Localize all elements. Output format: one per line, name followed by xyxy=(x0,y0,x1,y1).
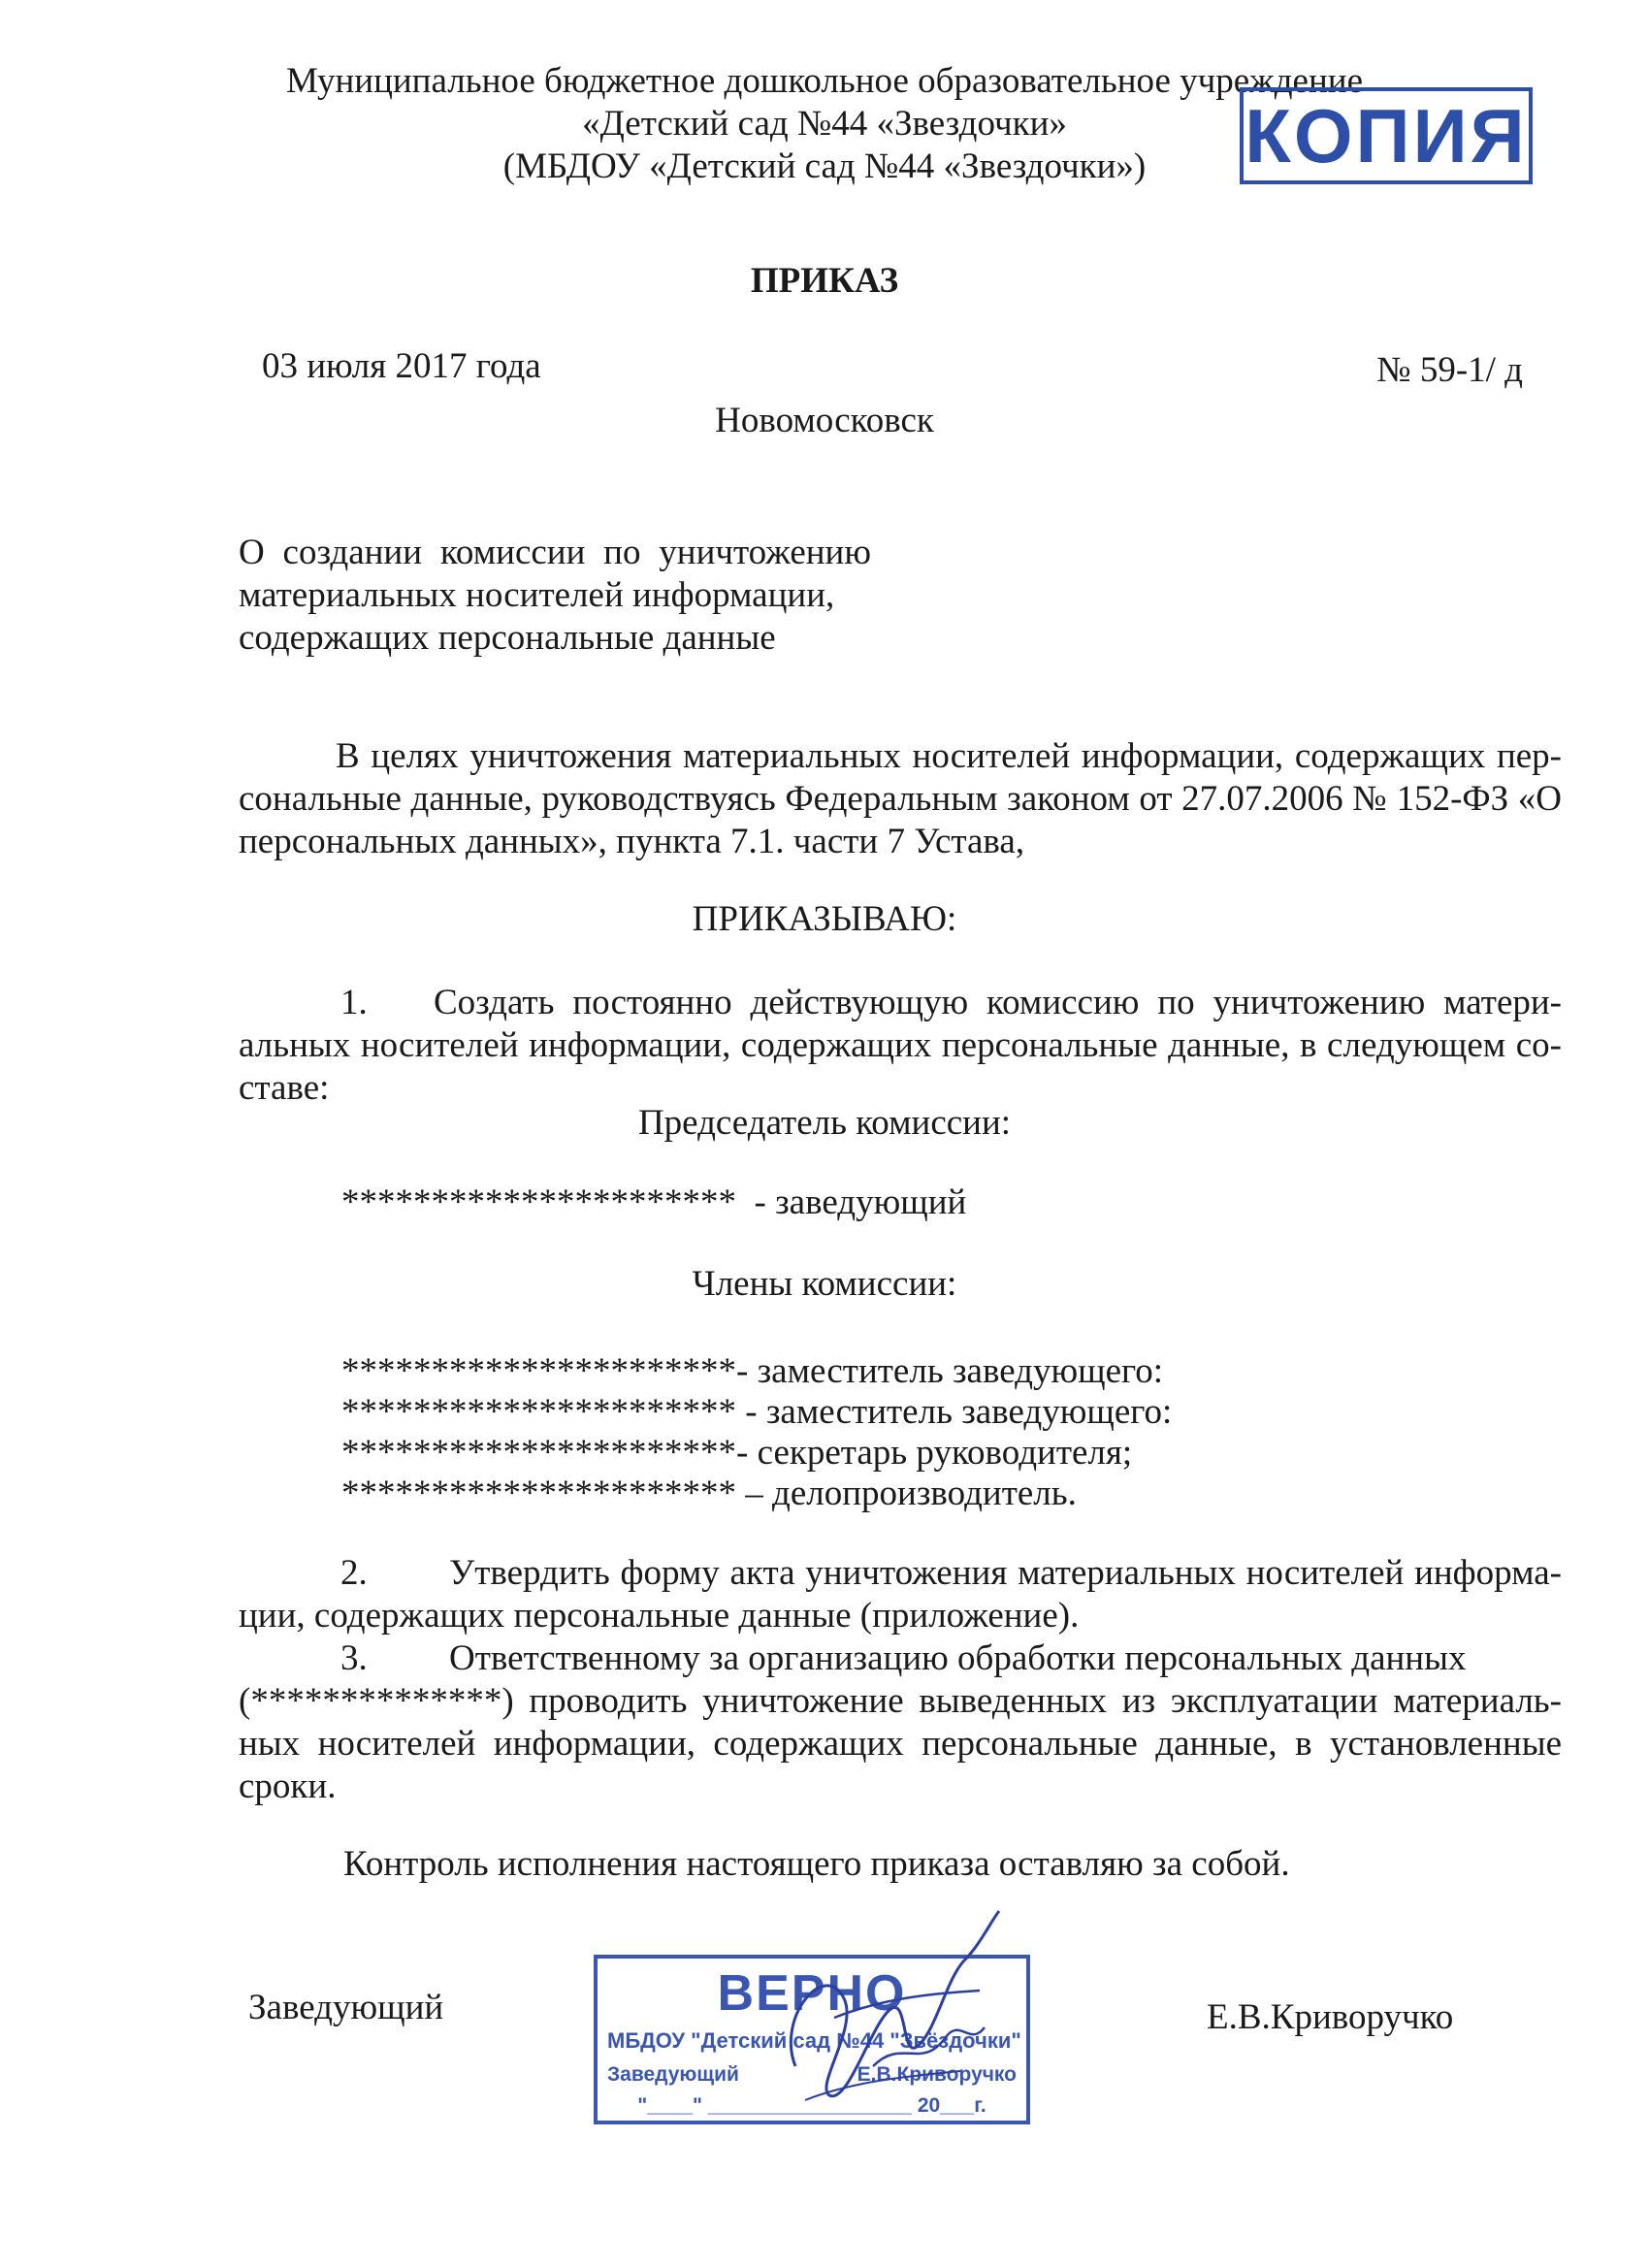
subject-line: материальных носителей информации, xyxy=(239,575,835,615)
copy-stamp: КОПИЯ xyxy=(1240,87,1533,184)
item-line: сроки. xyxy=(239,1766,337,1806)
member-role: - заместитель заведующего: xyxy=(736,1392,1173,1432)
control-statement: Контроль исполнения настоящего приказа оставляю за собой. xyxy=(343,1844,1290,1884)
document-date: 03 июля 2017 года xyxy=(262,346,541,386)
item-line: ных носителей информации, содержащих персональные данные, в установленные xyxy=(239,1724,1562,1764)
signature-position: Заведующий xyxy=(248,1988,444,2027)
member-entry xyxy=(341,1473,1077,1515)
members-heading: Члены комиссии: xyxy=(692,1264,957,1304)
chairman-heading: Председатель комиссии: xyxy=(637,1103,1012,1143)
member-name: ********************** xyxy=(341,1392,736,1432)
member-entry xyxy=(341,1350,1163,1393)
document-number: № 59-1/ д xyxy=(1376,350,1523,390)
document-city: Новомосковск xyxy=(715,401,934,440)
item-line: 2. Утвердить форму акта уничтожения материальных носителей информа- xyxy=(340,1553,1562,1593)
member-name: ********************** xyxy=(341,1351,736,1391)
member-name: ********************** xyxy=(341,1474,736,1513)
preamble-line: персональных данных», пункта 7.1. части 7 Устава, xyxy=(239,822,1025,861)
order-word: ПРИКАЗЫВАЮ: xyxy=(692,899,957,939)
member-name: ********************** xyxy=(341,1433,736,1473)
member-role: – делопроизводитель. xyxy=(736,1474,1077,1513)
member-role: - секретарь руководителя; xyxy=(736,1433,1133,1473)
item-line: 1. Создать постоянно действующую комиссию по уничтожению матери- xyxy=(340,983,1562,1022)
item-number: 1. xyxy=(340,983,368,1022)
chairman-entry xyxy=(341,1182,966,1224)
item-line: ции, содержащих персональные данные (приложение). xyxy=(239,1596,1080,1636)
subject-line: О создании комиссии по уничтожению xyxy=(239,533,871,572)
org-name-line3: (МБДОУ «Детский сад №44 «Звездочки») xyxy=(502,146,1147,186)
stamp-title: ВЕРНО xyxy=(717,1965,907,2022)
document-subject xyxy=(239,532,871,660)
order-item-3 xyxy=(239,1637,1562,1808)
order-item-2 xyxy=(239,1552,1562,1637)
member-entry xyxy=(341,1432,1132,1474)
stamp-name: Е.В.Криворучко xyxy=(857,2063,1017,2086)
order-item-1 xyxy=(239,982,1562,1110)
member-role: - заместитель заведующего: xyxy=(736,1351,1164,1391)
stamp-position: Заведующий xyxy=(607,2063,739,2086)
stamp-date-line: "____" __________________ 20___г. xyxy=(637,2094,986,2117)
preamble-line: В целях уничтожения материальных носителей информации, содержащих пер- xyxy=(336,736,1562,776)
signature-name: Е.В.Криворучко xyxy=(1207,1997,1454,2037)
item-number: 3. xyxy=(340,1638,368,1678)
item-line: ставе: xyxy=(239,1068,330,1108)
item-line: 3. Ответственному за организацию обработки персональных данных xyxy=(340,1638,1467,1678)
document-type: ПРИКАЗ xyxy=(750,261,899,301)
member-entry xyxy=(341,1391,1172,1434)
preamble-line: сональные данные, руководствуясь Федеральным законом от 27.07.2006 № 152-ФЗ «О xyxy=(239,779,1562,819)
org-name-line2: «Детский сад №44 «Звездочки» xyxy=(582,104,1067,144)
stamp-org: МБДОУ "Детский сад №44 "Звёздочки" xyxy=(607,2028,1021,2053)
item-line: альных носителей информации, содержащих персональные данные, в следующем со- xyxy=(239,1025,1562,1065)
subject-line: содержащих персональные данные xyxy=(239,618,776,658)
handwritten-signature xyxy=(737,1901,1028,2134)
member-role: - заведующий xyxy=(754,1183,967,1222)
item-number: 2. xyxy=(340,1553,368,1593)
item-line: (**************) проводить уничтожение выведенных из эксплуатации материаль- xyxy=(239,1681,1562,1721)
preamble xyxy=(239,735,1562,863)
member-name: ********************** xyxy=(341,1183,736,1222)
org-name-line1: Муниципальное бюджетное дошкольное образовательное учреждение xyxy=(286,61,1363,101)
